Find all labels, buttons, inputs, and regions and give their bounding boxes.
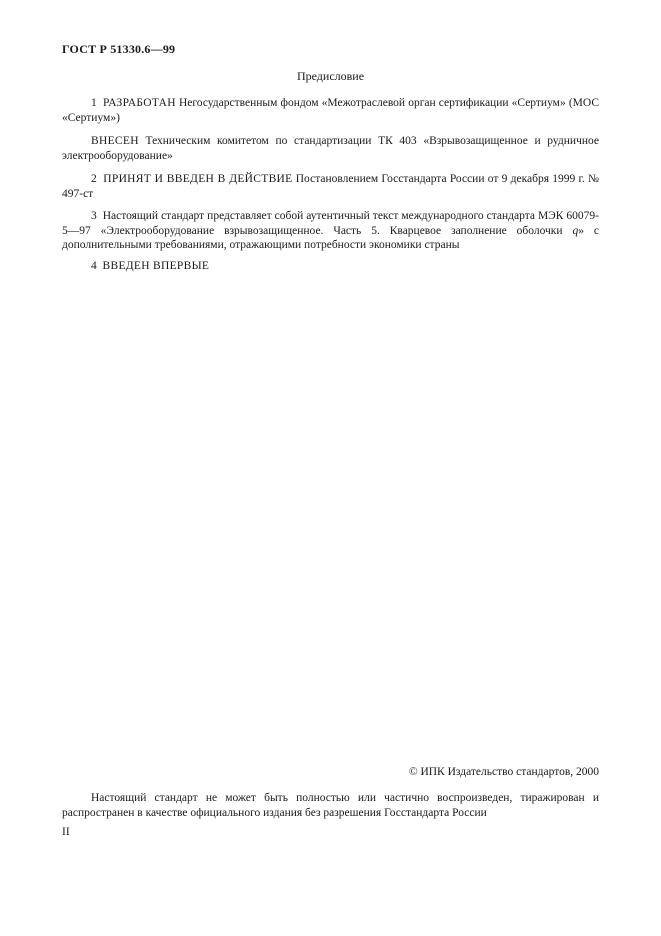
paragraph-text: Техническим комитетом по стандартизации ТК 403 «Взрывозащищенное и рудничное электрооборудование» [62,135,600,162]
paragraph-italic-symbol: q [572,224,579,237]
reproduction-notice-text: Настоящий стандарт не может быть полностью или частично воспроизведен, тиражирован и распространен в качестве официального издания без разрешения Госстандарта России [62,792,599,819]
paragraph-authentic-text [62,209,599,253]
paragraph-lead: ВВЕДЕН ВПЕРВЫЕ [102,260,210,272]
paragraph-lead: ПРИНЯТ И ВВЕДЕН В ДЕЙСТВИЕ [103,173,293,185]
paragraph-adopted [62,172,599,201]
paragraph-number: 1 [91,97,97,109]
paragraph-text: Негосударственным фондом «Межотраслевой орган сертификации «Сертиум» (МОС «Сертиум») [62,97,600,124]
preface-title: Предисловие [296,69,365,83]
paragraph-developed [62,96,599,125]
paragraph-text: Постановлением Госстандарта России от 9 декабря 1999 г. № 497-ст [62,173,600,200]
paragraph-introduced-first [62,259,599,274]
paragraph-lead: ВНЕСЕН [91,135,139,147]
paragraph-submitted [62,134,599,163]
page-number: II [62,826,70,838]
reproduction-notice [62,791,599,820]
standard-code-header: ГОСТ Р 51330.6—99 [62,42,176,56]
paragraph-number: 4 [91,260,97,272]
paragraph-text-before-italic: Настоящий стандарт представляет собой аутентичный текст международного стандарта МЭК 60079-5—97 «Электрооборудование взрывозащищенное. Часть 5. Кварцевое заполнение оболочки [62,210,599,237]
paragraph-number: 3 [91,210,97,222]
paragraph-number: 2 [91,173,97,185]
paragraph-text-after-italic: » с дополнительными требованиями, отражающими потребности экономики страны [62,224,599,251]
copyright-line: © ИПК Издательство стандартов, 2000 [408,766,599,778]
paragraph-lead: РАЗРАБОТАН [103,97,176,109]
